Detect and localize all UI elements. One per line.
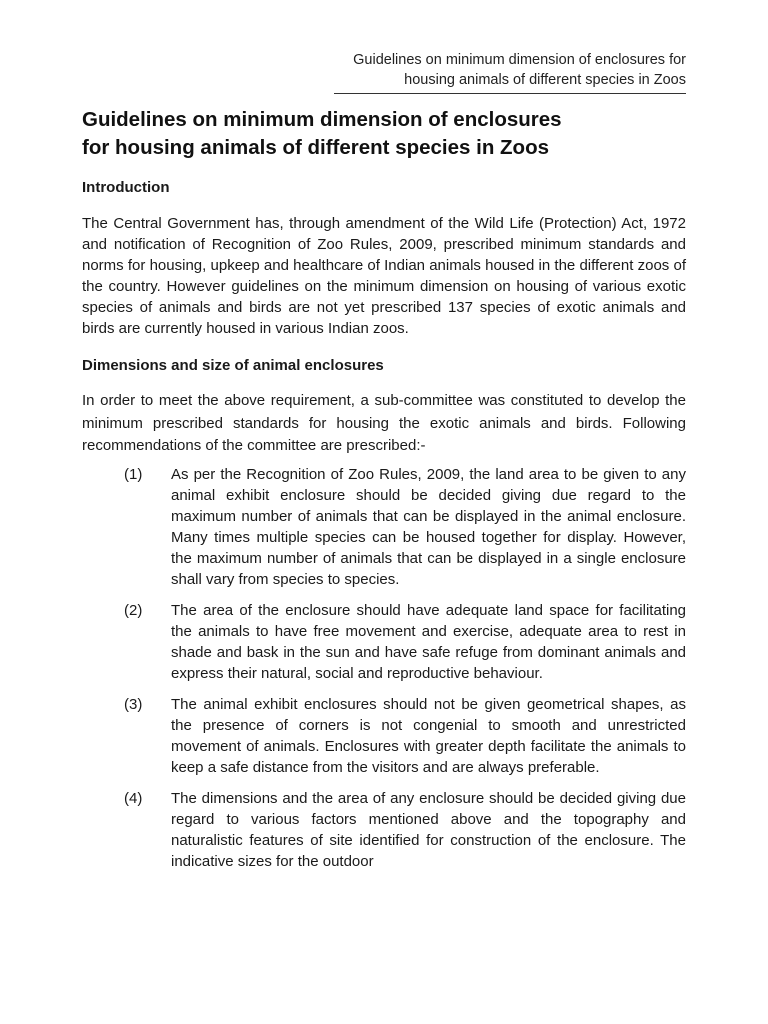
document-title-line-1: Guidelines on minimum dimension of enclosures [82, 108, 562, 131]
recommendation-item [82, 788, 686, 872]
recommendation-text: The area of the enclosure should have adequate land space for facilitating the animals to have free movement and exercise, adequate area to rest in shade and bask in the sun and have safe refuge from dominant animals and express their natural, social and reproductive behaviour. [171, 601, 686, 682]
document-title-line-2: for housing animals of different species in Zoos [82, 136, 550, 159]
recommendations-list [82, 464, 686, 872]
header-rule [334, 93, 686, 94]
recommendation-number: (2) [124, 601, 143, 619]
dimensions-paragraph: In order to meet the above requirement, a sub-committee was constituted to develop the minimum prescribed standards for housing the exotic animals and birds. Following recommendations of the committee are prescribed:- [82, 392, 686, 454]
running-header-line-2: housing animals of different species in Zoos [404, 72, 686, 88]
running-header [353, 50, 686, 90]
document-title [82, 106, 686, 162]
introduction-paragraph: The Central Government has, through amendment of the Wild Life (Protection) Act, 1972 and notification of Recognition of Zoo Rules, 2009, prescribed minimum standards and norms for housing, upkeep and healthcare of Indian animals housed in the different zoos of the country. However guidelines on the minimum dimension on housing of various exotic species of animals and birds are not yet prescribed 137 species of exotic animals and birds are currently housed in various Indian zoos. [82, 215, 686, 337]
dimensions-heading: Dimensions and size of animal enclosures [82, 357, 384, 374]
recommendation-number: (4) [124, 789, 143, 807]
document-body [82, 106, 686, 882]
recommendation-item [82, 694, 686, 778]
introduction-heading: Introduction [82, 179, 170, 196]
recommendation-number: (1) [124, 465, 143, 483]
recommendation-item [82, 600, 686, 684]
recommendation-text: The animal exhibit enclosures should not be given geometrical shapes, as the presence of corners is not congenial to smooth and unrestricted movement of animals. Enclosures with greater depth facilitate the animals to keep a safe distance from the visitors and are always preferable. [171, 695, 686, 776]
recommendation-text: The dimensions and the area of any enclosure should be decided giving due regard to various factors mentioned above and the topography and naturalistic features of site identified for construction of the enclosure. The indicative sizes for the outdoor [171, 789, 686, 870]
recommendation-number: (3) [124, 695, 143, 713]
recommendation-item [82, 464, 686, 590]
recommendation-text: As per the Recognition of Zoo Rules, 2009, the land area to be given to any animal exhibit enclosure should be decided giving due regard to the maximum number of animals that can be displayed in the animal enclosure. Many times multiple species can be housed together for display. However, the maximum number of animals that can be displayed in a single enclosure shall vary from species to species. [171, 465, 686, 588]
running-header-line-1: Guidelines on minimum dimension of enclosures for [353, 52, 686, 68]
